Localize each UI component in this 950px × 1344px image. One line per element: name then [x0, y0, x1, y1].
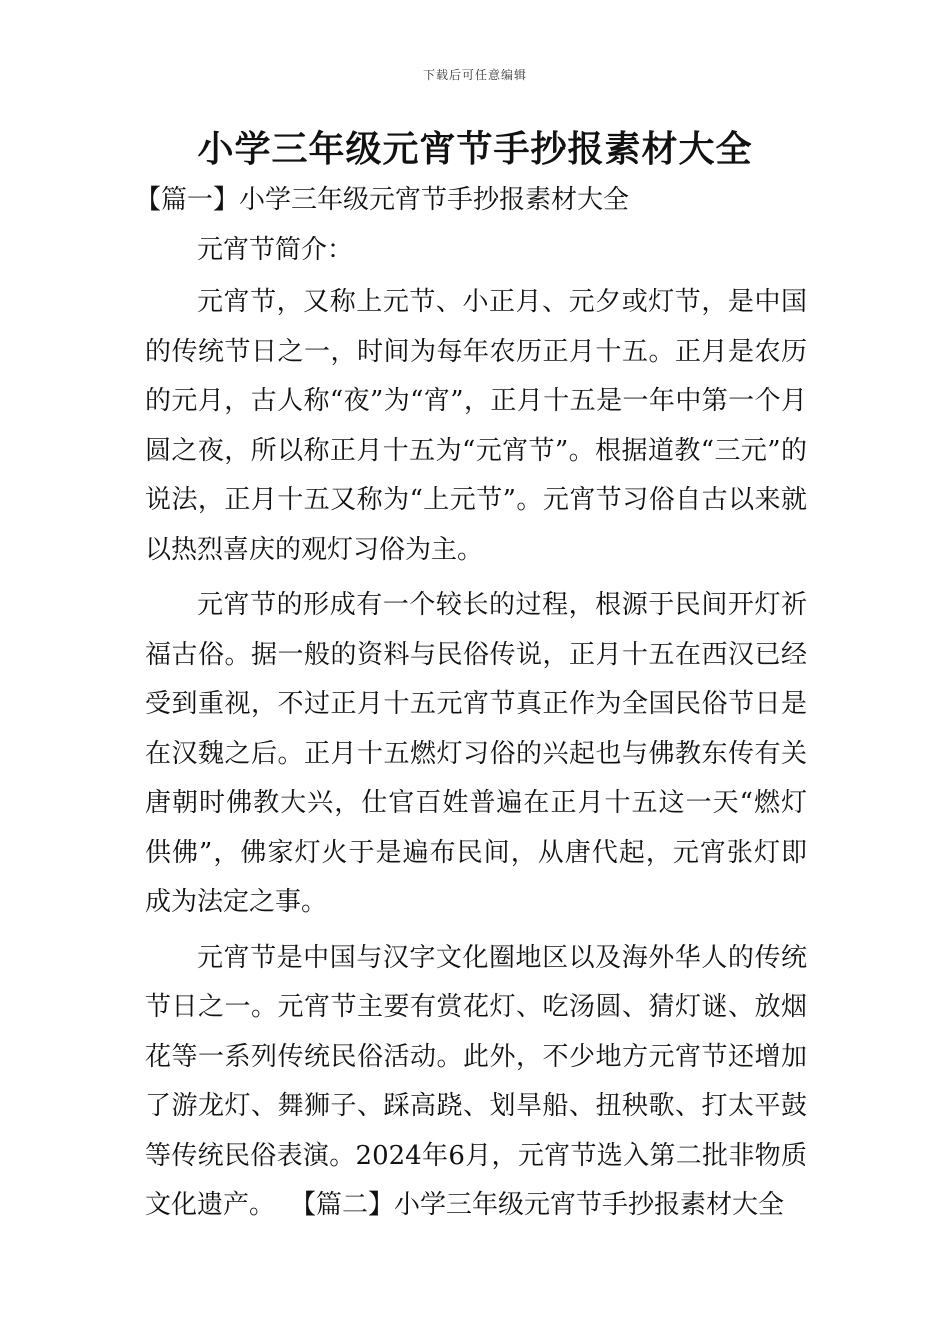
- section-heading-2: 【篇二】小学三年级元宵节手抄报素材大全: [303, 1190, 785, 1220]
- section-heading-1: 【篇一】小学三年级元宵节手抄报素材大全: [135, 185, 630, 215]
- paragraph-3: [145, 934, 807, 1231]
- header-note: 下载后可任意编辑: [422, 68, 527, 82]
- paragraph-2: 元宵节的形成有一个较长的过程，根源于民间开灯祈福古俗。据一般的资料与民俗传说，正月十五在西汉已经受到重视，不过正月十五元宵节真正作为全国民俗节日是在汉魏之后。正月十五燃灯习俗的兴起也与佛教东传有关唐朝时佛教大兴，仕官百姓普遍在正月十五这一天“燃灯供佛”，佛家灯火于是遍布民间，从唐代起，元宵张灯即成为法定之事。: [145, 590, 807, 917]
- document-body: [135, 178, 807, 1231]
- subheading-intro: 元宵节简介：: [197, 235, 354, 265]
- document-title: 小学三年级元宵节手抄报素材大全: [197, 129, 753, 170]
- paragraph-1: 元宵节，又称上元节、小正月、元夕或灯节，是中国的传统节日之一，时间为每年农历正月十五。正月是农历的元月，古人称“夜”为“宵”，正月十五是一年中第一个月圆之夜，所以称正月十五为“元宵节”。根据道教“三元”的说法，正月十五又称为“上元节”。元宵节习俗自古以来就以热烈喜庆的观灯习俗为主。: [145, 287, 807, 565]
- paragraph-3-text: 元宵节是中国与汉字文化圈地区以及海外华人的传统节日之一。元宵节主要有赏花灯、吃汤圆、猜灯谜、放烟花等一系列传统民俗活动。此外，不少地方元宵节还增加了游龙灯、舞狮子、踩高跷、划旱船、扭秧歌、打太平鼓等传统民俗表演。2024年6月，元宵节选入第二批非物质文化遗产。: [145, 942, 807, 1220]
